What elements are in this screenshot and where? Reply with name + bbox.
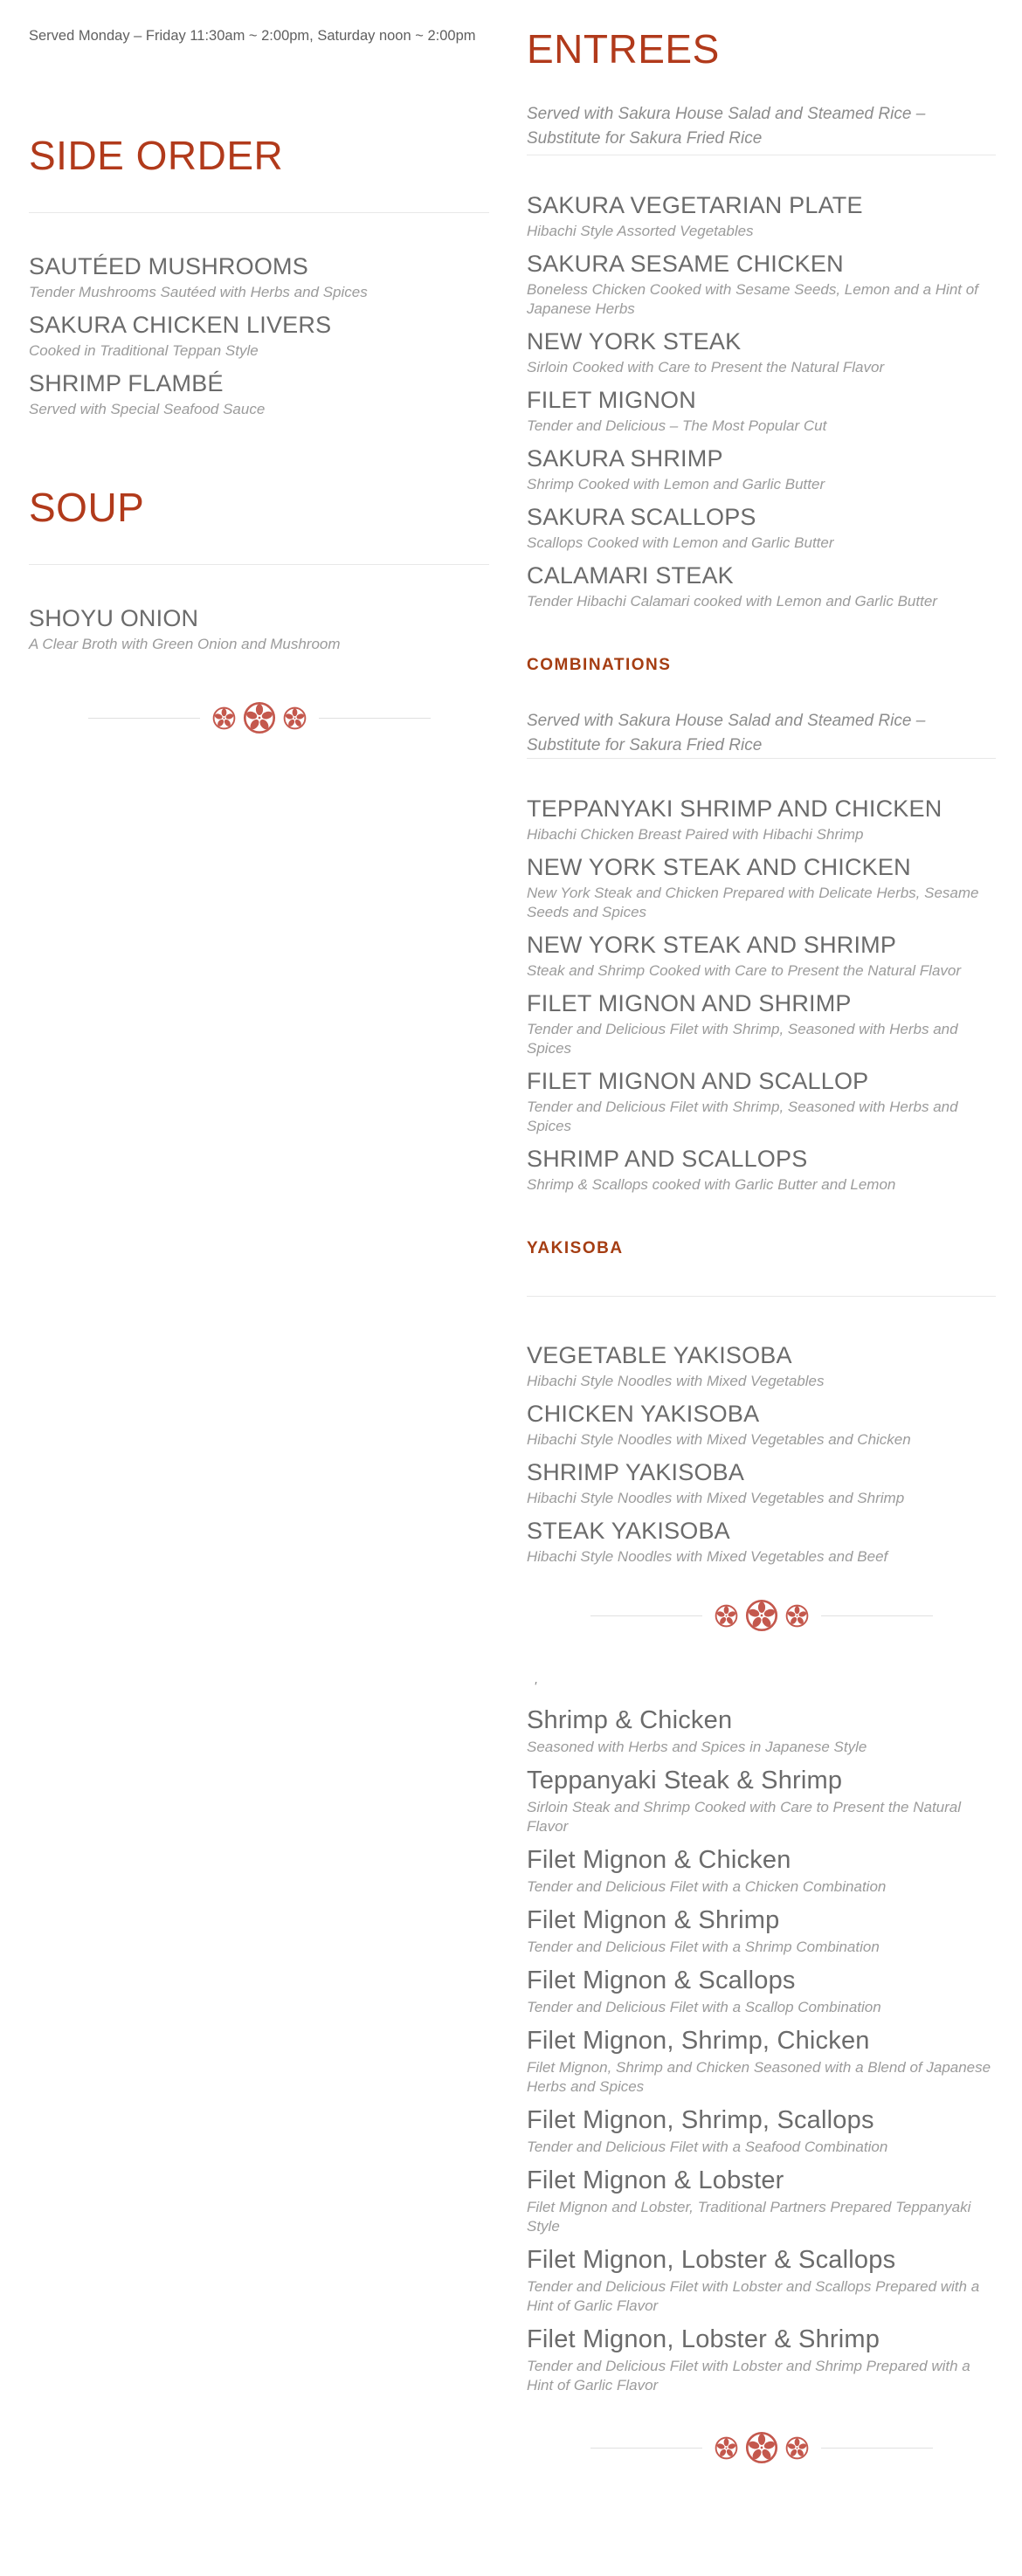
menu-item — [527, 930, 996, 981]
specials-items — [527, 1705, 996, 2395]
item-name: FILET MIGNON AND SCALLOP — [527, 1068, 869, 1094]
menu-item — [527, 1844, 996, 1897]
item-description: Seasoned with Herbs and Spices in Japanese Style — [527, 1739, 867, 1755]
item-description: Sirloin Cooked with Care to Present the Natural Flavor — [527, 359, 885, 375]
item-description: Boneless Chicken Cooked with Sesame Seeds, Lemon and a Hint of Japanese Herbs — [527, 281, 978, 317]
menu-item — [527, 794, 996, 844]
subsection-title-yakisoba: YAKISOBA — [527, 1239, 624, 1257]
item-name: SAKURA VEGETARIAN PLATE — [527, 192, 863, 218]
sakura-flower-icon — [745, 2431, 778, 2464]
menu-item — [527, 1965, 996, 2017]
item-name: CALAMARI STEAK — [527, 562, 734, 589]
menu-item — [527, 1066, 996, 1136]
item-description: Cooked in Traditional Teppan Style — [29, 342, 259, 359]
item-name: Filet Mignon, Shrimp, Scallops — [527, 2106, 874, 2134]
menu-item — [527, 1144, 996, 1195]
combinations-items — [527, 794, 996, 1195]
item-description: Shrimp Cooked with Lemon and Garlic Butter — [527, 476, 825, 492]
item-name: Filet Mignon & Chicken — [527, 1846, 791, 1874]
entrees-intro: Served with Sakura House Salad and Steamed Rice – Substitute for Sakura Fried Rice — [527, 105, 926, 148]
item-name: SHRIMP FLAMBÉ — [29, 370, 224, 396]
item-description: Steak and Shrimp Cooked with Care to Present the Natural Flavor — [527, 962, 962, 979]
item-description: Tender and Delicious – The Most Popular Cut — [527, 417, 827, 434]
subsection-title-combinations: COMBINATIONS — [527, 656, 672, 674]
item-name: TEPPANYAKI SHRIMP AND CHICKEN — [527, 796, 943, 822]
menu-item — [527, 249, 996, 319]
item-name: NEW YORK STEAK — [527, 328, 742, 355]
menu-item — [527, 2324, 996, 2395]
serving-hours-note: Served Monday – Friday 11:30am ~ 2:00pm, Saturday noon ~ 2:00pm — [29, 28, 476, 44]
item-name: SAUTÉED MUSHROOMS — [29, 253, 308, 279]
menu-item — [29, 603, 489, 654]
item-description: Tender and Delicious Filet with a Chicken Combination — [527, 1878, 887, 1895]
item-description: A Clear Broth with Green Onion and Mushroom — [29, 636, 341, 652]
menu-item — [29, 310, 489, 361]
menu-item — [527, 385, 996, 436]
right-column — [527, 0, 996, 2465]
item-description: Tender and Delicious Filet with a Shrimp Combination — [527, 1939, 880, 1955]
sakura-flower-icon — [283, 706, 307, 730]
divider-line — [590, 1615, 702, 1616]
soup-items — [29, 603, 489, 654]
item-description: Filet Mignon and Lobster, Traditional Partners Prepared Teppanyaki Style — [527, 2199, 971, 2235]
sakura-divider — [29, 700, 489, 735]
sakura-divider — [527, 1598, 996, 1633]
stray-mark: ' — [534, 1680, 537, 1695]
item-description: Tender and Delicious Filet with Shrimp, Seasoned with Herbs and Spices — [527, 1021, 958, 1057]
item-name: Filet Mignon, Lobster & Scallops — [527, 2246, 896, 2274]
sakura-flower-icon — [745, 1599, 778, 1632]
side-order-items — [29, 251, 489, 419]
item-name: SAKURA CHICKEN LIVERS — [29, 312, 332, 338]
item-name: VEGETABLE YAKISOBA — [527, 1342, 792, 1368]
divider-line — [319, 718, 431, 719]
menu-item — [527, 2165, 996, 2236]
menu-item — [29, 368, 489, 419]
section-title-entrees: ENTREES — [527, 26, 720, 72]
menu-item — [527, 1705, 996, 1757]
item-description: Hibachi Style Noodles with Mixed Vegetables and Shrimp — [527, 1490, 905, 1506]
section-divider — [29, 212, 489, 213]
divider-line — [821, 1615, 933, 1616]
menu-item — [527, 561, 996, 611]
menu-item — [527, 1340, 996, 1391]
item-description: Tender and Delicious Filet with a Seafood Combination — [527, 2139, 888, 2155]
menu-item — [527, 988, 996, 1058]
item-name: Teppanyaki Steak & Shrimp — [527, 1767, 843, 1794]
item-description: New York Steak and Chicken Prepared with Delicate Herbs, Sesame Seeds and Spices — [527, 885, 979, 920]
item-name: Filet Mignon & Lobster — [527, 2166, 784, 2194]
item-description: Tender and Delicious Filet with Lobster and Shrimp Prepared with a Hint of Garlic Flavor — [527, 2358, 970, 2393]
item-name: SAKURA SESAME CHICKEN — [527, 251, 844, 277]
item-description: Sirloin Steak and Shrimp Cooked with Care to Present the Natural Flavor — [527, 1799, 962, 1835]
menu-item — [527, 852, 996, 922]
section-divider — [527, 758, 996, 759]
item-description: Hibachi Style Noodles with Mixed Vegetables and Beef — [527, 1548, 888, 1565]
menu-item — [527, 1516, 996, 1567]
item-name: Filet Mignon, Shrimp, Chicken — [527, 2027, 870, 2055]
menu-item — [527, 327, 996, 377]
item-name: Filet Mignon, Lobster & Shrimp — [527, 2325, 880, 2353]
item-description: Tender and Delicious Filet with Lobster and Scallops Prepared with a Hint of Garlic Flavor — [527, 2278, 980, 2314]
menu-item — [527, 1457, 996, 1508]
item-name: SHRIMP AND SCALLOPS — [527, 1146, 808, 1172]
menu-item — [527, 444, 996, 494]
entrees-items — [527, 190, 996, 611]
divider-line — [821, 2448, 933, 2449]
item-description: Served with Special Seafood Sauce — [29, 401, 266, 417]
item-description: Tender Hibachi Calamari cooked with Lemon and Garlic Butter — [527, 593, 937, 610]
sakura-flower-icon — [715, 1604, 738, 1628]
sakura-flower-icon — [785, 2436, 809, 2460]
menu-item — [527, 2025, 996, 2097]
section-title-side-order: SIDE ORDER — [29, 133, 284, 178]
item-name: STEAK YAKISOBA — [527, 1518, 730, 1544]
item-description: Hibachi Style Noodles with Mixed Vegetables and Chicken — [527, 1431, 911, 1448]
item-description: Hibachi Style Noodles with Mixed Vegetables — [527, 1373, 825, 1389]
sakura-flower-icon — [212, 706, 236, 730]
menu-item — [527, 1904, 996, 1957]
section-divider — [29, 564, 489, 565]
item-description: Tender and Delicious Filet with a Scallop Combination — [527, 1999, 881, 2015]
item-name: SHOYU ONION — [29, 605, 199, 631]
item-name: SHRIMP YAKISOBA — [527, 1459, 745, 1485]
item-description: Hibachi Style Assorted Vegetables — [527, 223, 754, 239]
item-description: Tender and Delicious Filet with Shrimp, Seasoned with Herbs and Spices — [527, 1099, 958, 1134]
item-name: Filet Mignon & Shrimp — [527, 1906, 780, 1934]
menu-item — [527, 1399, 996, 1450]
section-title-soup: SOUP — [29, 485, 145, 530]
yakisoba-items — [527, 1340, 996, 1567]
item-name: FILET MIGNON — [527, 387, 696, 413]
item-name: NEW YORK STEAK AND CHICKEN — [527, 854, 911, 880]
menu-item — [527, 502, 996, 553]
sakura-flower-icon — [785, 1604, 809, 1628]
combinations-intro: Served with Sakura House Salad and Steamed Rice – Substitute for Sakura Fried Rice — [527, 712, 926, 754]
section-divider — [527, 1296, 996, 1297]
item-description: Tender Mushrooms Sautéed with Herbs and Spices — [29, 284, 368, 300]
divider-line — [88, 718, 200, 719]
menu-item — [527, 190, 996, 241]
item-name: Filet Mignon & Scallops — [527, 1966, 796, 1994]
divider-line — [590, 2448, 702, 2449]
menu-item — [527, 2244, 996, 2316]
item-name: SAKURA SCALLOPS — [527, 504, 756, 530]
left-column — [29, 0, 489, 735]
sakura-flower-icon — [715, 2436, 738, 2460]
item-description: Filet Mignon, Shrimp and Chicken Seasoned with a Blend of Japanese Herbs and Spices — [527, 2059, 991, 2095]
menu-item — [29, 251, 489, 302]
menu-item — [527, 2104, 996, 2157]
item-name: NEW YORK STEAK AND SHRIMP — [527, 932, 897, 958]
item-description: Scallops Cooked with Lemon and Garlic Butter — [527, 534, 834, 551]
item-description: Hibachi Chicken Breast Paired with Hibachi Shrimp — [527, 826, 864, 843]
item-name: Shrimp & Chicken — [527, 1706, 733, 1734]
item-description: Shrimp & Scallops cooked with Garlic Butter and Lemon — [527, 1176, 896, 1193]
item-name: FILET MIGNON AND SHRIMP — [527, 990, 852, 1016]
sakura-divider — [527, 2430, 996, 2465]
item-name: SAKURA SHRIMP — [527, 445, 723, 472]
item-name: CHICKEN YAKISOBA — [527, 1401, 760, 1427]
sakura-flower-icon — [243, 701, 276, 734]
menu-item — [527, 1765, 996, 1836]
